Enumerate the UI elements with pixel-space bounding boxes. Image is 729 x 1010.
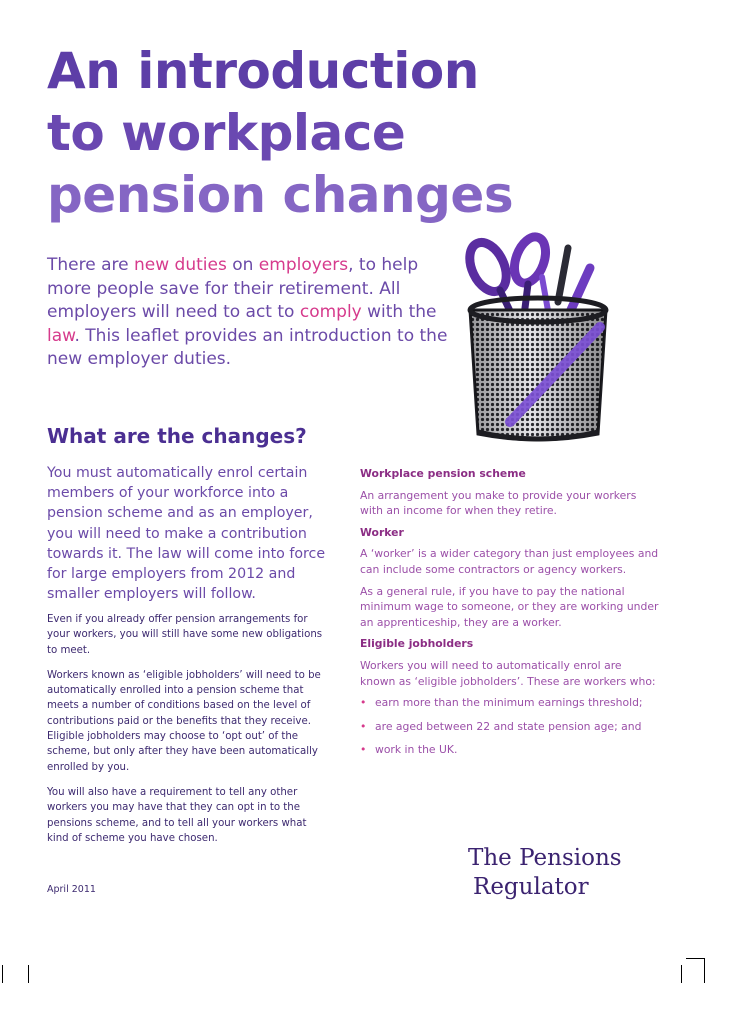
intro-text: on <box>226 255 259 275</box>
list-item <box>360 719 660 735</box>
crop-mark <box>686 958 704 959</box>
crop-mark <box>28 965 29 983</box>
definition-text-eligible: Workers you will need to automatically enrol are known as ‘eligible jobholders’. These are workers who: <box>360 658 656 688</box>
list-item-text: are aged between 22 and state pension age; and <box>375 719 642 733</box>
document-title <box>47 40 513 226</box>
publication-date: April 2011 <box>47 884 96 895</box>
list-item <box>360 742 660 758</box>
bullet-icon: • <box>360 696 367 710</box>
pensions-regulator-logo <box>468 844 622 902</box>
intro-highlight-comply: comply <box>299 302 362 322</box>
definition-heading-eligible: Eligible jobholders <box>360 637 474 651</box>
list-item-text: work in the UK. <box>375 743 458 757</box>
crop-mark <box>681 965 682 983</box>
lead-paragraph: You must automatically enrol certain members of your workforce into a pension scheme and as an employer, you will need to make a contribution towards it. The law will come into force for large employers from 2012 and smaller employers will follow. <box>47 465 326 603</box>
list-item <box>360 695 660 711</box>
bullet-icon: • <box>360 743 367 757</box>
definition-text-worker: A ‘worker’ is a wider category than just employees and can include some contractors or agency workers. <box>360 547 659 576</box>
logo-line-2: Regulator <box>473 874 589 900</box>
definition-text-scheme: An arrangement you make to provide your workers with an income for when they retire. <box>360 488 637 518</box>
logo-line-1: The Pensions <box>468 845 622 871</box>
intro-text: There are <box>47 255 134 275</box>
body-paragraph: You will also have a requirement to tell any other workers you may have that they can opt in to the pensions scheme, and to tell all your workers what kind of scheme you have chosen. <box>47 786 307 844</box>
intro-highlight-new-duties: new duties <box>134 255 227 275</box>
definition-text-worker-rule: As a general rule, if you have to pay the national minimum wage to someone, or they are working under an apprenticeship, they are a worker. <box>360 584 659 629</box>
title-line-3: pension changes <box>47 166 514 224</box>
bullet-icon: • <box>360 719 367 733</box>
body-paragraph: Workers known as ‘eligible jobholders’ will need to be automatically enrolled into a pension scheme that meets a number of conditions based on the level of contributions paid or the benefits that they receive. Eligible jobholders may choose to ‘opt out’ of the scheme, but only after they have been automatically enrolled by you. <box>47 669 321 773</box>
eligibility-list <box>360 695 660 758</box>
intro-highlight-employers: employers <box>258 255 349 275</box>
title-line-1: An introduction <box>47 42 479 100</box>
intro-text: with the <box>361 302 437 322</box>
intro-paragraph <box>47 254 467 372</box>
title-line-2: to workplace <box>47 104 406 162</box>
body-column <box>47 612 327 856</box>
definition-heading-worker: Worker <box>360 525 404 539</box>
body-paragraph: Even if you already offer pension arrangements for your workers, you will still have some new obligations to meet. <box>47 614 323 656</box>
intro-text: , to help more people save for their retirement. All employers will need to act to <box>47 255 419 322</box>
definition-heading-scheme: Workplace pension scheme <box>360 467 526 480</box>
crop-mark <box>2 965 3 983</box>
crop-mark <box>704 958 705 983</box>
intro-text: . This leaflet provides an introduction to the new employer duties. <box>47 325 448 369</box>
intro-highlight-law: law <box>47 325 75 346</box>
list-item-text: earn more than the minimum earnings threshold; <box>375 696 643 710</box>
section-heading: What are the changes? <box>47 424 307 448</box>
pen-pot-scissors-illustration <box>450 232 626 444</box>
definitions-column <box>360 466 660 766</box>
